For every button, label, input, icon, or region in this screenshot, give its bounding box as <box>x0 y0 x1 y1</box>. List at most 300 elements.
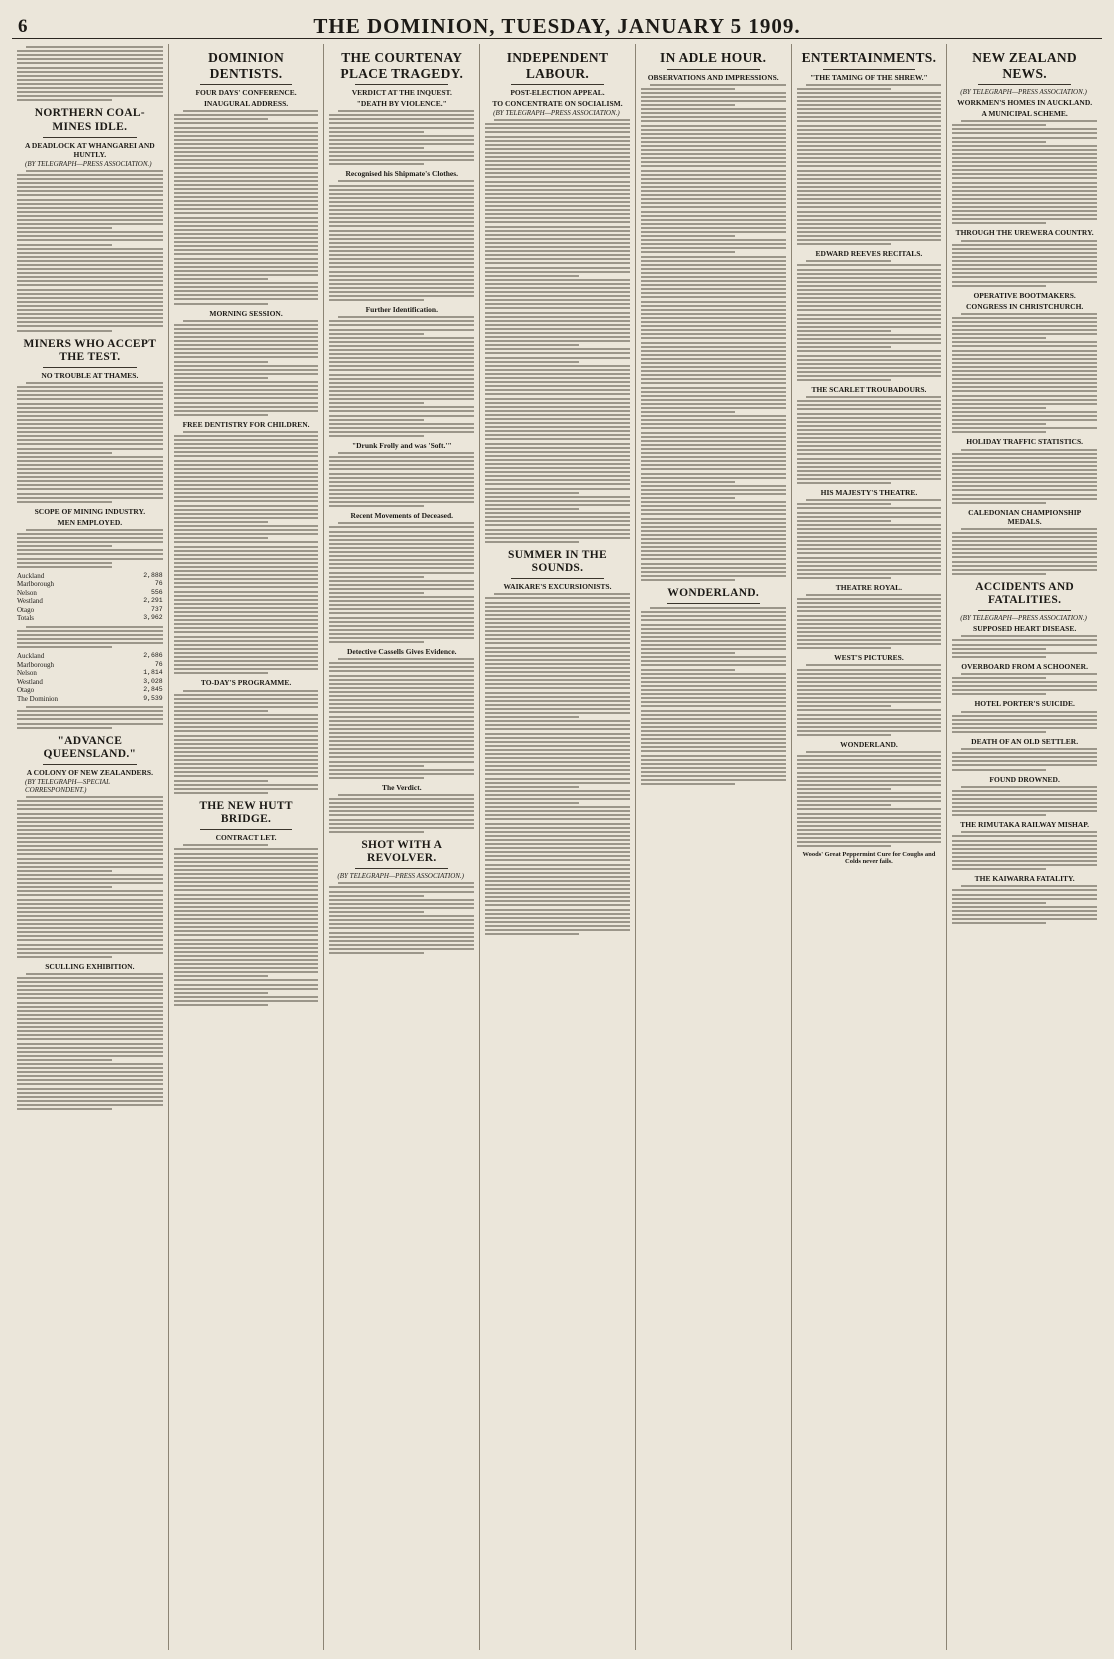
text-line <box>329 238 474 240</box>
text-line <box>797 685 942 687</box>
text-line <box>952 844 1097 846</box>
subheading: THE SCARLET TROUBADOURS. <box>811 385 927 395</box>
text-line <box>797 170 942 172</box>
text-line <box>952 145 1097 147</box>
text-line <box>485 716 579 718</box>
text-line <box>952 423 1046 425</box>
text-line <box>641 178 786 180</box>
text-line <box>17 894 163 896</box>
text-line <box>952 902 1046 904</box>
text-line <box>641 190 786 192</box>
text-line <box>952 182 1097 184</box>
text-line <box>485 262 630 264</box>
text-line <box>485 307 630 309</box>
text-line <box>17 190 163 192</box>
text-line <box>641 92 786 94</box>
text-line <box>174 188 319 190</box>
text-line <box>329 217 474 219</box>
text-line <box>952 415 1097 417</box>
text-line <box>329 637 474 639</box>
text-line <box>485 242 630 244</box>
text-line <box>174 934 319 936</box>
headline: INDEPENDENT LABOUR. <box>506 50 609 81</box>
text-line <box>17 211 163 213</box>
text-line <box>952 481 1097 483</box>
text-line <box>17 866 163 868</box>
text-line <box>641 116 786 118</box>
text-line <box>641 280 786 282</box>
text-line <box>17 256 163 258</box>
text-line <box>797 565 942 567</box>
text-line <box>485 610 630 612</box>
text-line <box>797 429 942 431</box>
text-line <box>329 299 423 301</box>
text-line <box>329 485 474 487</box>
subheading: NO TROUBLE AT THAMES. <box>41 370 139 380</box>
text-line <box>641 558 786 560</box>
text-line <box>329 695 474 697</box>
text-line <box>641 301 786 303</box>
text-line <box>329 246 474 248</box>
text-line <box>174 558 319 560</box>
text-line <box>329 940 474 942</box>
table-row <box>17 614 163 623</box>
table-row <box>17 606 163 615</box>
text-line <box>797 474 942 476</box>
text-line <box>174 743 319 745</box>
text-line <box>174 922 319 924</box>
text-line <box>797 821 942 823</box>
text-line <box>329 271 474 273</box>
text-line <box>17 1104 163 1106</box>
text-line <box>17 284 163 286</box>
text-line <box>17 1075 163 1077</box>
text-line <box>17 91 163 93</box>
text-line <box>17 1006 163 1008</box>
text-line <box>952 798 1097 800</box>
text-line <box>485 492 579 494</box>
text-line <box>797 734 891 736</box>
text-line <box>174 131 319 133</box>
text-line <box>174 414 268 416</box>
text-line <box>17 956 112 958</box>
text-line <box>174 402 319 404</box>
text-line <box>641 145 786 147</box>
text-line <box>952 848 1097 850</box>
text-line <box>17 837 163 839</box>
text-line <box>485 597 630 599</box>
text-line <box>485 773 630 775</box>
table-value: 9,539 <box>143 694 163 702</box>
text-line <box>952 431 1046 433</box>
text-line <box>485 814 630 816</box>
text-line <box>174 894 319 896</box>
text-line <box>174 554 319 556</box>
text-line <box>797 557 942 559</box>
text-line <box>174 747 319 749</box>
text-line <box>485 602 630 604</box>
column-1 <box>12 44 168 1650</box>
text-line <box>641 88 735 90</box>
text-line <box>17 415 163 417</box>
text-line <box>485 221 630 223</box>
text-line <box>485 683 630 685</box>
text-line <box>17 808 163 810</box>
subheading: MORNING SESSION. <box>209 308 283 318</box>
text-line <box>17 549 163 551</box>
text-line <box>797 689 942 691</box>
text-line <box>174 324 319 326</box>
text-line <box>485 720 630 722</box>
text-line <box>329 675 474 677</box>
text-line <box>641 161 786 163</box>
text-line <box>641 505 786 507</box>
text-line <box>17 939 163 941</box>
text-line <box>174 361 268 363</box>
text-line <box>797 202 942 204</box>
text-line <box>174 722 319 724</box>
text-line <box>641 157 786 159</box>
table-row <box>17 678 163 687</box>
text-line <box>174 984 319 986</box>
article-body <box>174 844 319 1006</box>
text-line <box>329 728 474 730</box>
text-line <box>329 891 474 893</box>
text-line <box>329 580 474 582</box>
text-line <box>17 182 163 184</box>
text-line <box>641 697 786 699</box>
text-line <box>961 635 1097 637</box>
text-line <box>952 186 1097 188</box>
dateline: (BY TELEGRAPH—PRESS ASSOCIATION.) <box>337 872 464 881</box>
text-line <box>485 422 630 424</box>
text-line <box>174 155 319 157</box>
headline-rule <box>43 367 137 368</box>
text-line <box>485 606 630 608</box>
text-line <box>174 303 268 305</box>
text-line <box>797 198 942 200</box>
text-line <box>174 595 319 597</box>
text-line <box>952 648 1046 650</box>
text-line <box>952 922 1046 924</box>
text-line <box>17 67 163 69</box>
article-body <box>952 313 1097 434</box>
text-line <box>797 615 942 617</box>
text-line <box>952 498 1097 500</box>
text-line <box>17 907 163 909</box>
text-line <box>641 771 786 773</box>
text-line <box>485 888 630 890</box>
subheading: THEATRE ROYAL. <box>835 583 903 593</box>
text-line <box>485 892 630 894</box>
text-line <box>641 96 786 98</box>
text-line <box>17 268 163 270</box>
text-line <box>329 567 474 569</box>
text-line <box>174 496 319 498</box>
text-line <box>174 914 319 916</box>
table-label: Westland <box>17 677 43 686</box>
text-line <box>797 437 942 439</box>
table-label: Westland <box>17 597 43 606</box>
text-line <box>485 827 630 829</box>
subheading: FOUND DROWNED. <box>989 774 1060 784</box>
text-line <box>17 75 163 77</box>
text-line <box>174 447 319 449</box>
text-line <box>952 285 1046 287</box>
subheading: "Drunk Frolly and was 'Soft.'" <box>351 440 452 450</box>
text-line <box>329 806 474 808</box>
text-line <box>17 997 163 999</box>
text-line <box>329 679 474 681</box>
text-line <box>952 149 1097 151</box>
text-line <box>797 425 942 427</box>
text-line <box>17 1100 163 1102</box>
text-line <box>17 1030 163 1032</box>
text-line <box>329 473 474 475</box>
article-body <box>329 452 474 507</box>
text-line <box>797 602 942 604</box>
text-line <box>641 399 786 401</box>
text-line <box>485 802 579 804</box>
text-line <box>797 561 942 563</box>
text-line <box>485 728 630 730</box>
text-line <box>174 751 319 753</box>
text-line <box>641 673 786 675</box>
text-line <box>329 398 474 400</box>
table-label: Otago <box>17 686 35 695</box>
text-line <box>174 947 319 949</box>
text-line <box>797 833 942 835</box>
subheading: A COLONY OF NEW ZEALANDERS. <box>26 768 153 778</box>
text-line <box>797 153 942 155</box>
text-line <box>174 484 319 486</box>
subheading: Recognised his Shipmate's Clothes. <box>345 169 459 179</box>
text-line <box>797 367 942 369</box>
text-line <box>797 359 942 361</box>
subheading: EDWARD REEVES RECITALS. <box>815 249 923 259</box>
text-line <box>17 890 163 892</box>
text-line <box>641 350 786 352</box>
text-line <box>650 84 786 86</box>
text-line <box>797 697 942 699</box>
article-body <box>641 84 786 581</box>
text-line <box>485 786 579 788</box>
text-line <box>952 835 1097 837</box>
text-line <box>797 631 942 633</box>
text-line <box>952 341 1097 343</box>
text-line <box>797 88 891 90</box>
text-line <box>174 710 268 712</box>
text-line <box>329 625 474 627</box>
subheading: CONGRESS IN CHRISTCHURCH. <box>965 301 1084 311</box>
text-line <box>17 386 163 388</box>
text-line <box>485 933 579 935</box>
text-line <box>641 677 786 679</box>
text-line <box>797 532 942 534</box>
text-line <box>952 128 1097 130</box>
text-line <box>485 745 630 747</box>
text-line <box>485 778 630 780</box>
subheading: The Verdict. <box>381 782 422 792</box>
text-line <box>485 900 630 902</box>
text-line <box>952 214 1097 216</box>
text-line <box>485 230 630 232</box>
text-line <box>174 930 319 932</box>
text-line <box>26 973 163 975</box>
text-line <box>485 148 630 150</box>
text-line <box>797 619 942 621</box>
text-line <box>641 656 786 658</box>
text-line <box>174 853 319 855</box>
text-line <box>329 526 474 528</box>
text-line <box>26 46 163 48</box>
text-line <box>17 833 163 835</box>
statistics-table <box>17 652 163 703</box>
text-line <box>641 575 786 577</box>
text-line <box>641 440 786 442</box>
text-line <box>797 520 891 522</box>
text-line <box>641 329 786 331</box>
text-line <box>797 796 942 798</box>
headline: NEW ZEALAND NEWS. <box>972 50 1077 81</box>
table-value: 1,814 <box>143 669 163 677</box>
text-line <box>17 79 163 81</box>
text-line <box>17 1096 163 1098</box>
text-line <box>17 452 112 454</box>
text-line <box>797 433 942 435</box>
text-line <box>329 279 474 281</box>
text-line <box>641 546 786 548</box>
text-line <box>26 626 163 628</box>
text-line <box>961 748 1097 750</box>
text-line <box>338 110 474 112</box>
text-line <box>952 210 1097 212</box>
text-line <box>797 417 942 419</box>
text-line <box>797 334 942 336</box>
text-line <box>641 333 786 335</box>
text-line <box>17 1002 163 1004</box>
text-line <box>485 443 630 445</box>
text-line <box>797 145 942 147</box>
text-line <box>641 738 786 740</box>
subheading: WORKMEN'S HOMES IN AUCKLAND. <box>957 98 1093 108</box>
headline-rule <box>43 764 137 765</box>
headline: SUMMER IN THE SOUNDS. <box>508 548 607 574</box>
text-line <box>952 544 1097 546</box>
text-line <box>641 624 786 626</box>
text-line <box>485 917 630 919</box>
text-line <box>485 537 630 539</box>
text-line <box>641 714 786 716</box>
text-line <box>329 341 474 343</box>
text-line <box>329 205 474 207</box>
table-label: Auckland <box>17 652 45 661</box>
text-line <box>329 505 423 507</box>
article-body <box>641 607 786 785</box>
text-line <box>329 911 423 913</box>
text-line <box>641 497 735 499</box>
text-line <box>485 136 630 138</box>
text-line <box>329 703 474 705</box>
subheading: "THE TAMING OF THE SHREW." <box>810 72 928 82</box>
text-line <box>952 222 1046 224</box>
text-line <box>174 546 319 548</box>
text-line <box>641 251 735 253</box>
text-line <box>17 297 163 299</box>
text-line <box>329 143 474 145</box>
text-line <box>952 248 1097 250</box>
dateline: (BY TELEGRAPH—PRESS ASSOCIATION.) <box>493 109 620 118</box>
text-line <box>961 711 1097 713</box>
text-line <box>485 483 630 485</box>
text-line <box>485 614 630 616</box>
text-line <box>641 755 786 757</box>
text-line <box>174 881 319 883</box>
text-line <box>329 823 474 825</box>
text-line <box>952 370 1097 372</box>
text-line <box>174 739 319 741</box>
text-line <box>797 421 942 423</box>
text-line <box>174 147 319 149</box>
text-line <box>17 231 163 233</box>
table-value: 76 <box>154 660 163 668</box>
text-line <box>329 230 474 232</box>
table-value: 2,888 <box>143 571 163 579</box>
text-line <box>961 120 1097 122</box>
text-line <box>174 381 319 383</box>
text-line <box>174 377 268 379</box>
subheading: POST-ELECTION APPEAL. <box>510 88 605 98</box>
text-line <box>485 847 630 849</box>
text-line <box>952 407 1046 409</box>
text-line <box>952 141 1046 143</box>
text-line <box>952 868 1046 870</box>
text-line <box>641 632 786 634</box>
text-line <box>797 273 942 275</box>
text-line <box>174 533 319 535</box>
text-line <box>485 671 630 673</box>
text-line <box>641 493 786 495</box>
text-line <box>174 262 319 264</box>
text-line <box>797 211 942 213</box>
table-value: 3,028 <box>143 677 163 685</box>
subheading: SCOPE OF MINING INDUSTRY. <box>34 506 146 516</box>
text-line <box>174 755 319 757</box>
text-line <box>17 50 163 52</box>
subheading: SUPPOSED HEART DISEASE. <box>973 624 1077 634</box>
text-line <box>174 992 268 994</box>
text-line <box>641 779 786 781</box>
text-line <box>329 406 474 408</box>
text-line <box>174 488 319 490</box>
text-line <box>329 394 474 396</box>
text-line <box>329 559 474 561</box>
text-line <box>17 493 163 495</box>
text-line <box>961 313 1097 315</box>
text-line <box>17 1047 163 1049</box>
text-line <box>797 227 942 229</box>
text-line <box>952 345 1097 347</box>
text-line <box>174 1004 268 1006</box>
table-row <box>17 669 163 678</box>
text-line <box>17 199 163 201</box>
text-line <box>961 449 1097 451</box>
text-line <box>174 328 319 330</box>
text-line <box>329 127 474 129</box>
text-line <box>952 852 1097 854</box>
table-label: Marlborough <box>17 580 54 589</box>
text-line <box>485 352 630 354</box>
